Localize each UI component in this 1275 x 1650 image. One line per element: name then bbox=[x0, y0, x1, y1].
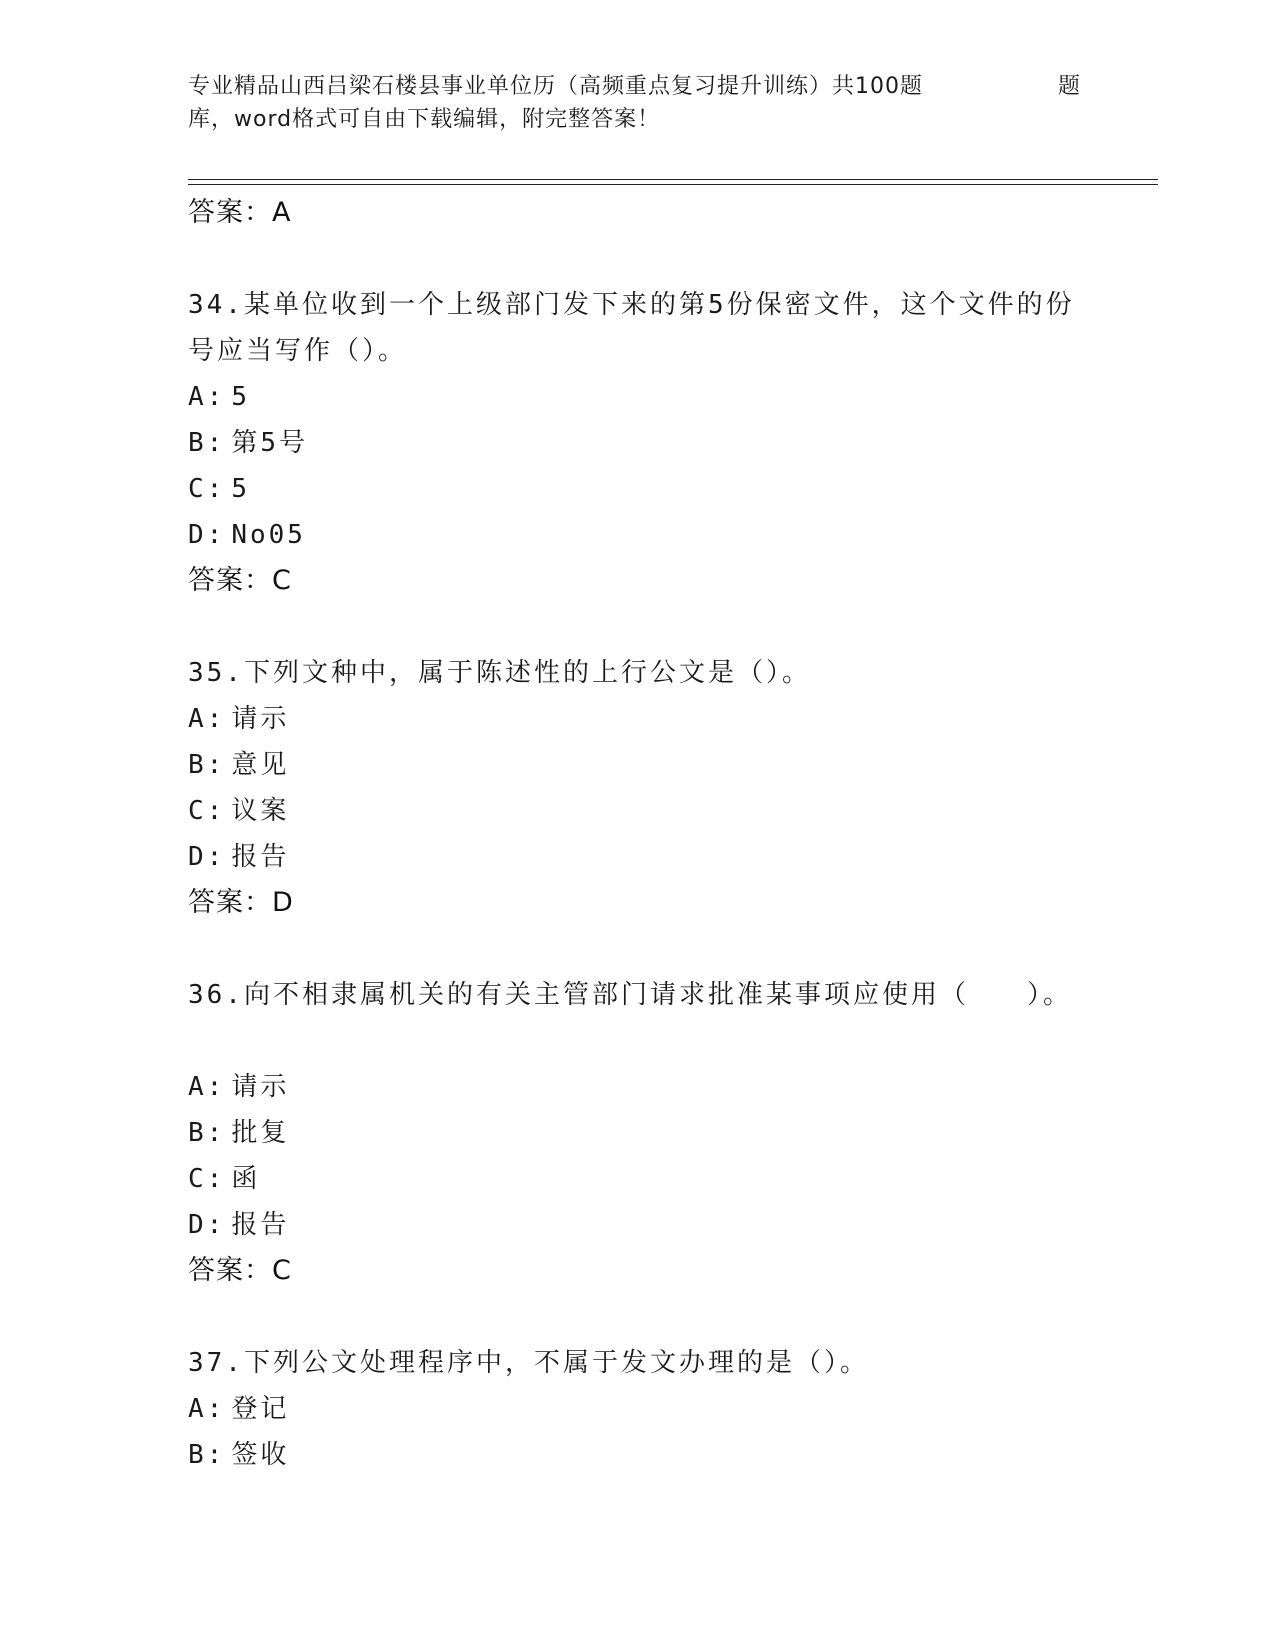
question-text-line1: 35.下列文种中，属于陈述性的上行公文是（）。 bbox=[188, 658, 811, 688]
option-value: 第5号 bbox=[231, 428, 308, 458]
question-36 bbox=[188, 972, 1088, 1294]
option-value: 函 bbox=[231, 1164, 261, 1194]
spacer bbox=[188, 926, 1088, 972]
header-divider-top bbox=[188, 179, 1158, 180]
spacer bbox=[188, 604, 1088, 650]
option-key: A: bbox=[188, 382, 226, 412]
option-b bbox=[188, 1110, 1088, 1156]
spacer bbox=[188, 1294, 1088, 1340]
option-d bbox=[188, 1202, 1088, 1248]
option-b bbox=[188, 742, 1088, 788]
option-value: 报告 bbox=[231, 842, 290, 872]
option-c bbox=[188, 466, 1088, 512]
option-key: A: bbox=[188, 1072, 226, 1102]
answer: 答案：C bbox=[188, 565, 292, 596]
spacer bbox=[188, 1018, 1088, 1064]
question-text-line1: 37.下列公文处理程序中，不属于发文办理的是（）。 bbox=[188, 1348, 869, 1378]
option-value: 5 bbox=[231, 474, 250, 504]
header-title-line2: 库，word格式可自由下载编辑，附完整答案！ bbox=[188, 107, 661, 132]
previous-answer: 答案：A bbox=[188, 197, 292, 228]
option-a bbox=[188, 1064, 1088, 1110]
option-key: B: bbox=[188, 1440, 226, 1470]
option-key: C: bbox=[188, 474, 226, 504]
option-value: No05 bbox=[231, 520, 306, 550]
option-value: 议案 bbox=[231, 796, 290, 826]
option-b bbox=[188, 1432, 1088, 1478]
option-key: D: bbox=[188, 842, 226, 872]
option-value: 报告 bbox=[231, 1210, 290, 1240]
question-35 bbox=[188, 650, 1088, 926]
option-a bbox=[188, 696, 1088, 742]
option-value: 请示 bbox=[231, 1072, 290, 1102]
option-key: A: bbox=[188, 1394, 226, 1424]
question-37 bbox=[188, 1340, 1088, 1478]
question-text-line1: 34.某单位收到一个上级部门发下来的第5份保密文件，这个文件的份 bbox=[188, 290, 1075, 320]
option-c bbox=[188, 788, 1088, 834]
answer: 答案：D bbox=[188, 887, 294, 918]
option-value: 意见 bbox=[231, 750, 290, 780]
option-a bbox=[188, 374, 1088, 420]
option-key: C: bbox=[188, 1164, 226, 1194]
option-value: 批复 bbox=[231, 1118, 290, 1148]
header-title-text: 专业精品山西吕梁石楼县事业单位历（高频重点复习提升训练）共100题 bbox=[188, 74, 923, 99]
option-key: D: bbox=[188, 1210, 226, 1240]
option-key: C: bbox=[188, 796, 226, 826]
option-value: 5 bbox=[231, 382, 250, 412]
answer: 答案：C bbox=[188, 1255, 292, 1286]
spacer bbox=[188, 236, 1088, 282]
option-key: B: bbox=[188, 1118, 226, 1148]
header-divider-bottom bbox=[188, 184, 1158, 185]
option-d bbox=[188, 834, 1088, 880]
option-c bbox=[188, 1156, 1088, 1202]
question-text-line1: 36.向不相隶属机关的有关主管部门请求批准某事项应使用（ ）。 bbox=[188, 980, 1072, 1010]
question-text-line2: 号应当写作（）。 bbox=[188, 336, 408, 366]
option-key: B: bbox=[188, 428, 226, 458]
question-34 bbox=[188, 282, 1088, 604]
question-list bbox=[188, 190, 1088, 1478]
header-title-line1 bbox=[188, 70, 1088, 103]
option-key: D: bbox=[188, 520, 226, 550]
option-d bbox=[188, 512, 1088, 558]
option-a bbox=[188, 1386, 1088, 1432]
header-title-tail: 题 bbox=[1058, 74, 1082, 99]
option-key: A: bbox=[188, 704, 226, 734]
option-key: B: bbox=[188, 750, 226, 780]
page-header bbox=[188, 70, 1088, 136]
option-b bbox=[188, 420, 1088, 466]
option-value: 登记 bbox=[231, 1394, 290, 1424]
option-value: 签收 bbox=[231, 1440, 290, 1470]
option-value: 请示 bbox=[231, 704, 290, 734]
